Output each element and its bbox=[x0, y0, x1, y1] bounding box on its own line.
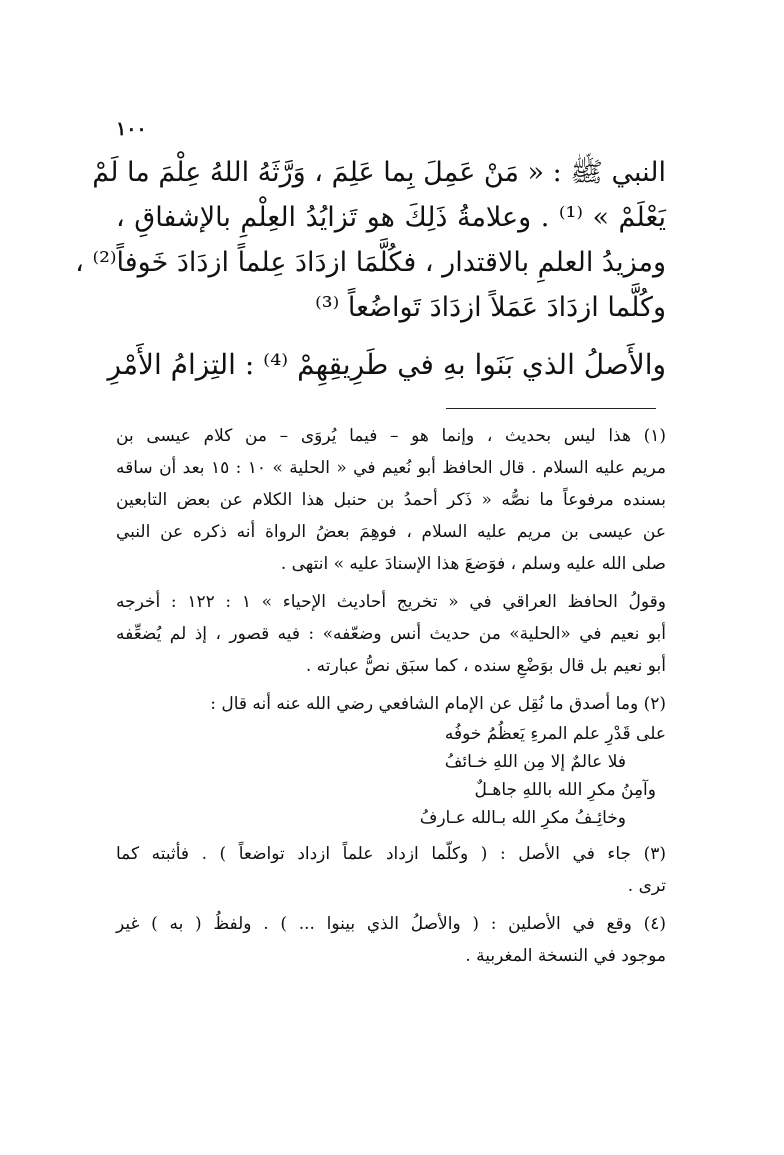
footnote-4 bbox=[116, 908, 666, 972]
footnote-line: مريم عليه السلام . قال الحافظ أبو نُعيم في « الحلية » ١٠ : ١٥ بعد أن ساقه bbox=[116, 458, 666, 478]
footnote-separator bbox=[446, 408, 656, 409]
poem-verse: فلا عالمٌ إلا مِن اللهِ خـائفُ bbox=[444, 752, 626, 772]
main-text bbox=[75, 150, 667, 387]
footnotes bbox=[116, 420, 666, 972]
main-text-line: النبي ﷺ : « مَنْ عَمِلَ بِما عَلِمَ ، وَرَّثَهُ اللهُ عِلْمَ ما لَمْ bbox=[92, 157, 666, 188]
page-number: ١٠٠ bbox=[116, 118, 147, 140]
footnote-line: وقولُ الحافظ العراقي في « تخريج أحاديث الإحياء » ١ : ١٢٢ : أخرجه bbox=[116, 592, 666, 612]
footnote-line: (٣) جاء في الأصل : ( وكلّما ازداد علماً ازداد تواضعاً ) . فأثبته كما bbox=[116, 844, 666, 864]
main-text-line: وكُلَّما ازدَادَ عَمَلاً ازدَادَ تَواضُعاً ⁽³⁾ bbox=[315, 292, 666, 323]
footnote-line: أبو نعيم في «الحلية» من حديث أنس وضعّفه» : فيه قصور ، إذ لم يُضعِّفه bbox=[116, 624, 666, 644]
footnote-line: (٢) وما أصدق ما نُقِل عن الإمام الشافعي رضي الله عنه أنه قال : bbox=[210, 694, 666, 714]
footnote-line: (١) هذا ليس بحديث ، وإنما هو – فيما يُروَى – من كلام عيسى بن bbox=[116, 426, 666, 446]
footnote-2 bbox=[116, 688, 666, 832]
footnote-line: موجود في النسخة المغربية . bbox=[465, 946, 666, 966]
main-text-line: ومزيدُ العلمِ بالاقتدار ، فكُلَّمَا ازدَادَ عِلماً ازدَادَ خَوفاً⁽²⁾ ، bbox=[75, 247, 666, 278]
footnote-line: بسنده مرفوعاً ما نصُّه « ذَكر أحمدُ بن حنبل هذا الكلام عن بعض التابعين bbox=[116, 490, 666, 510]
footnote-line: (٤) وقع في الأصلين : ( والأصلُ الذي بينوا ... ) . ولفظُ ( به ) غير bbox=[116, 914, 666, 934]
main-text-line: يَعْلَمْ » ⁽¹⁾ . وعلامةُ ذَلِكَ هو تَزايُدُ العِلْمِ بالإشفاقِ ، bbox=[116, 202, 667, 233]
footnote-line: عن عيسى بن مريم عليه السلام ، فوهِمَ بعضُ الرواة أنه ذكره عن النبي bbox=[116, 522, 666, 542]
footnote-line: أبو نعيم بل قال بوَضْعِ سنده ، كما سبَق نصُّ عبارته . bbox=[305, 656, 666, 676]
main-text-paragraph: والأَصلُ الذي بَنَوا بهِ في طَرِيقِهِمْ ⁽⁴⁾ : التِزامُ الأَمْرِ bbox=[107, 348, 666, 381]
footnote-line: صلى الله عليه وسلم ، فوَضعَ هذا الإسنادَ عليه » انتهى . bbox=[280, 554, 666, 574]
poem-verse: وآمِنُ مكرِ الله باللهِ جاهـلٌ bbox=[474, 780, 656, 800]
poem-verse: وخائِـفُ مكرِ الله بـالله عـارفُ bbox=[419, 808, 626, 828]
footnote-1 bbox=[116, 420, 666, 682]
footnote-3 bbox=[116, 838, 666, 902]
poem-verse: على قَدْرِ علم المرءِ يَعظُمُ خوفُه bbox=[444, 724, 666, 744]
footnote-line: ترى . bbox=[627, 876, 666, 896]
